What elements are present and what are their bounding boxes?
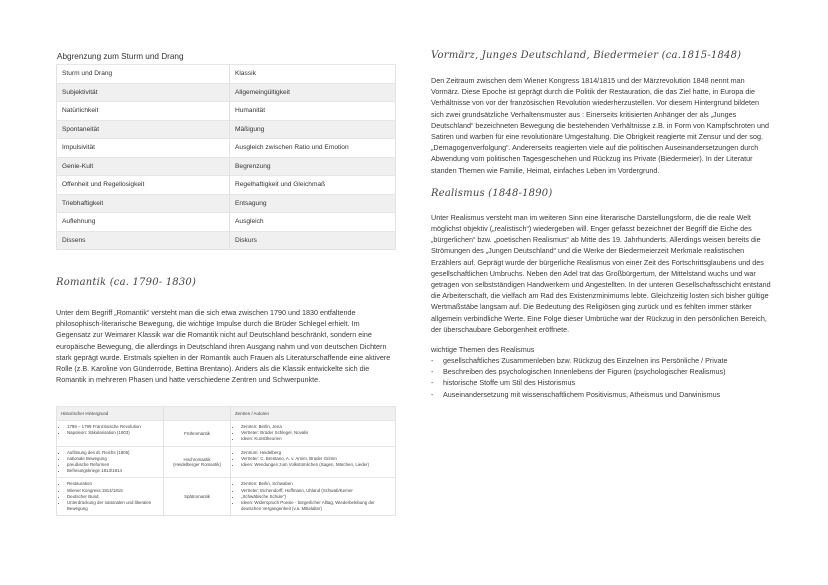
list-item: • Napoleon: Säkularisation (1803) — [67, 430, 159, 436]
vormaerz-heading: Vormärz, Junges Deutschland, Biedermeier (ca.1815-1848) — [431, 50, 742, 61]
timeline-row — [57, 446, 396, 478]
sturm-und-drang-cell: Impulsivität — [57, 139, 230, 158]
list-item: • Wiener Kongress 1814/1815 — [67, 488, 159, 494]
table-row — [57, 139, 396, 158]
timeline-background-cell — [57, 421, 164, 447]
realismus-paragraph: Unter Realismus versteht man im weiteren Sinn eine literarische Darstellungsform, die die reale Welt möglichst objektiv („realistisch“) wiedergeben will. Enger gefasst bezeichnet der Begriff die Eiche des „bürgerlichen“ bzw. „poetischen Realismus“ ab Mitte des 19. Jahrhunderts. Allerdings weisen bereits die Strömungen des „Jungen Deutschland“ und die Werke der Biedermeierzeit Merkmale realistischen Erzählers auf. Geprägt wurde der bürgerliche Realismus von einer Zeit des Fortschrittsglaubens und des gesellschaftlichen Umbruchs. Neben den Adel trat das Großbürgertum, der Mittelstand wuchs und war getragen von selbstständigen Handwerkern und Angestellten. In der unteren Gesellschaftsschicht entstand die Arbeiterschaft, die vielfach am Rad des Existenzminimums lebte. Gleichzeitig losten sich bisher gültige Wertmaßstäbe langsam auf. Die Bedeutung des Religiösen ging zurück und es fehlten immer stärker allgemein verbindliche Werte. Eine Folge dieser Umbrüche war der Rückzug in den persönlichen Bereich, der überschaubare Geborgenheit eröffnete. — [431, 212, 771, 334]
right-column — [431, 50, 771, 400]
sturm-und-drang-cell: Natürlichkeit — [57, 102, 230, 121]
timeline-phase-cell — [164, 478, 231, 516]
klassik-cell: Humanität — [230, 102, 396, 121]
list-item: • Vertreter: Eichendorff, Hoffmann, Uhland (Schwab/Kerner — [241, 488, 391, 494]
sturm-und-drang-cell: Genie-Kult — [57, 157, 230, 176]
list-item: • „Schwäbische Schule“) — [241, 494, 391, 500]
klassik-cell: Ausgleich — [230, 213, 396, 232]
phase-label: Hochromantik — [183, 457, 211, 463]
klassik-cell: Diskurs — [230, 231, 396, 250]
table-row — [57, 102, 396, 121]
list-item: • 1789 – 1799 Französische Revolution — [67, 424, 159, 430]
list-item: • Ideen: Widerspruch Poesie - bürgerlicher Alltag, Wiederbelebung der deutschen Vergangenheit (v.a. Mittelalter) — [241, 500, 391, 512]
sturm-und-drang-cell: Auflehnung — [57, 213, 230, 232]
background-list — [61, 481, 159, 512]
list-item: • Deutscher Bund — [67, 494, 159, 500]
list-item: • Zentrum: Heidelberg — [241, 450, 391, 456]
background-list — [61, 450, 159, 475]
timeline-header-row — [57, 407, 396, 421]
klassik-cell: Allgemeingültigkeit — [230, 83, 396, 102]
romantik-timeline-table — [56, 406, 396, 516]
sturm-und-drang-cell: Offenheit und Regellosigkeit — [57, 176, 230, 195]
list-item: • Ideen: Wendungen zum Volkstümlichen (Sagen, Märchen, Lieder) — [241, 462, 391, 468]
list-item: • Auflösung des dt. Reichs (1806) — [67, 450, 159, 456]
sturm-und-drang-cell: Subjektivität — [57, 83, 230, 102]
centers-list — [235, 481, 391, 512]
timeline-background-cell — [57, 478, 164, 516]
list-item: • Zentren: Berlin, Schwaben — [241, 481, 391, 487]
sturm-und-drang-cell: Sturm und Drang — [57, 65, 230, 84]
klassik-cell: Regelhaftigkeit und Gleichmaß — [230, 176, 396, 195]
theme-item: - Auseinandersetzung mit wissenschaftlichem Positivismus, Atheismus und Darwinismus — [431, 389, 771, 400]
sturm-und-drang-cell: Spontaneität — [57, 120, 230, 139]
sturm-und-drang-cell: Dissens — [57, 231, 230, 250]
list-item: • Ideen: Kunsttheorien — [241, 436, 391, 442]
klassik-cell: Entsagung — [230, 194, 396, 213]
theme-item: - Beschreiben des psychologischen Innenlebens der Figuren (psychologischer Realismus) — [431, 366, 771, 377]
timeline-header-background: Historischer Hintergrund — [57, 407, 164, 421]
timeline-row — [57, 421, 396, 447]
sturm-und-drang-cell: Triebhaftigkeit — [57, 194, 230, 213]
list-item: • Befreiungskriege 1813/1814 — [67, 468, 159, 474]
romantik-heading: Romantik (ca. 1790- 1830) — [56, 277, 197, 288]
realismus-heading: Realismus (1848-1890) — [431, 187, 553, 199]
centers-list — [235, 450, 391, 469]
table-caption: Abgrenzung zum Sturm und Drang — [57, 52, 184, 61]
list-item: • Zentren: Berlin, Jena — [241, 424, 391, 430]
timeline-header-phase — [164, 407, 231, 421]
table-row — [57, 120, 396, 139]
phase-label: Frühromantik — [184, 430, 210, 436]
themes-title: wichtige Themen des Realismus — [431, 345, 535, 355]
list-item: • Vertreter: C. Brentano, A. v. Arnim, Brüder Grimm — [241, 456, 391, 462]
theme-item: - gesellschaftliches Zusammenleben bzw. Rückzug des Einzelnen ins Persönliche / Private — [431, 355, 771, 366]
table-row — [57, 83, 396, 102]
timeline-row — [57, 478, 396, 516]
table-row — [57, 157, 396, 176]
klassik-cell: Ausgleich zwischen Ratio und Emotion — [230, 139, 396, 158]
list-item: • nationale Bewegung — [67, 456, 159, 462]
list-item: • Vertreter: Brüder Schlegel, Novalis — [241, 430, 391, 436]
timeline-centers-cell — [231, 446, 396, 478]
romantik-paragraph: Unter dem Begriff „Romantik“ versteht man die sich etwa zwischen 1790 und 1830 entfaltende philosophisch-literarische Bewegung, die wichtige Impulse durch die Brüder Schlegel erhielt. Im Gegensatz zur Weimarer Klassik war die Romantik nicht auf Deutschland beschränkt, sondern eine europäische Bewegung, die allerdings in Deutschland ihren Ausgang nahm und von deutschen Dichtern stark geprägt wurde. Erstmals spielten in der Romantik auch Frauen als Literaturschaffende eine aktivere Rolle (z.B. Karoline von Günderrode, Bettina Brentano). Anders als die Klassik entwickelte sich die Romantik in mehreren Phasen und hatte verschiedene Zentren und Schwerpunkte. — [56, 308, 391, 385]
list-item: • Restauration — [67, 481, 159, 487]
phase-label: Spätromantik — [184, 494, 210, 500]
timeline-header-centers: Zentren / Autoren — [231, 407, 396, 421]
timeline-phase-cell — [164, 446, 231, 478]
background-list — [61, 424, 159, 436]
table-row — [57, 231, 396, 250]
table-row — [57, 176, 396, 195]
klassik-cell: Mäßigung — [230, 120, 396, 139]
comparison-table — [56, 64, 396, 250]
klassik-cell: Begrenzung — [230, 157, 396, 176]
left-column — [56, 52, 396, 512]
klassik-cell: Klassik — [230, 65, 396, 84]
theme-item: - historische Stoffe um Stil des Historismus — [431, 377, 771, 388]
timeline-centers-cell — [231, 478, 396, 516]
list-item: • preußische Reformen — [67, 462, 159, 468]
table-row — [57, 65, 396, 84]
table-row — [57, 194, 396, 213]
centers-list — [235, 424, 391, 443]
vormaerz-paragraph: Den Zeitraum zwischen dem Wiener Kongress 1814/1815 und der Märzrevolution 1848 nennt man Vormärz. Diese Epoche ist geprägt durch die Politik der Restauration, die das Ziel hatte, in Europa die Verhältnisse von vor der französischen Revolution wiederherzustellen. Vor diesem Hintergrund bildeten sich zwei grundsätzliche Verhaltensmuster aus : Einerseits kritisierten Anhänger der als „Junges Deutschland“ bezeichneten Bewegung die bestehenden Verhältnisse z.B. in Form von Kampfschroten und Satiren und warben für eine revolutionäre Umgestaltung. Die Obrigkeit reagierte mit Zensur und der sog. „Demagogenverfolgung“. Andererseits reagierten viele auf die politischen Auseinandersetzungen durch Abwendung vom politischen Tagesgeschehen und Rückzug ins Private (Biedermeier). In der Literatur standen Themen wie Familie, Heimat, einfaches Leben im Vordergrund. — [431, 76, 770, 175]
timeline-phase-cell — [164, 421, 231, 447]
list-item: • Unterdrückung der nationalen und liberalen Bewegung — [67, 500, 159, 512]
timeline-centers-cell — [231, 421, 396, 447]
themes-list — [431, 355, 771, 400]
timeline-background-cell — [57, 446, 164, 478]
phase-label: (Heidelberger Romantik) — [173, 462, 221, 468]
table-row — [57, 213, 396, 232]
